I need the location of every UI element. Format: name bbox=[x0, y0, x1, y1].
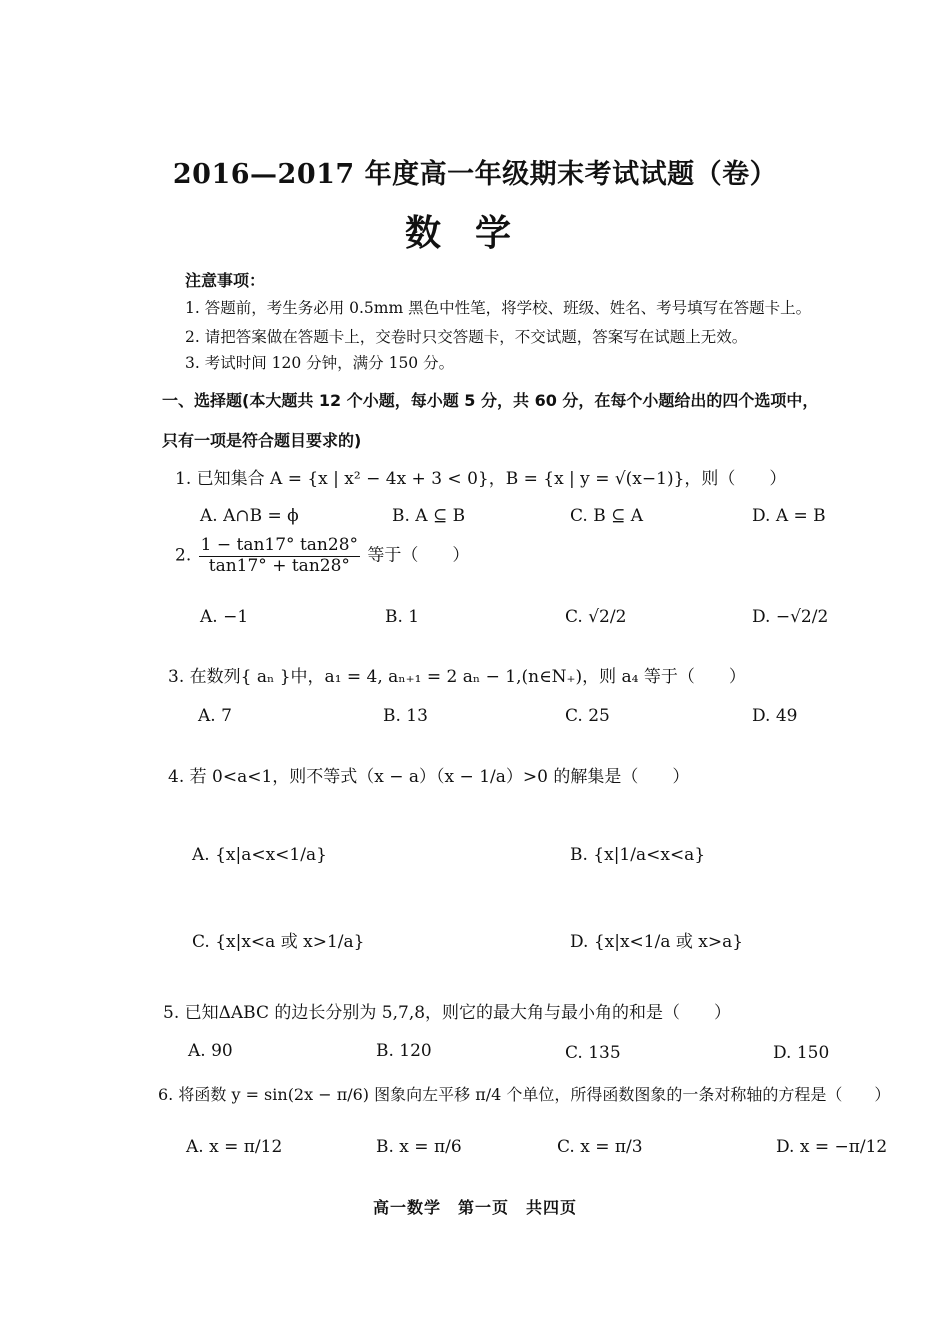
fraction-denominator: tan17° + tan28° bbox=[208, 555, 350, 576]
fraction-numerator: 1 − tan17° tan28° bbox=[200, 535, 359, 555]
exam-title: 2016—2017 年度高一年级期末考试试题（卷） bbox=[172, 159, 778, 190]
question-3-option-c: C. 25 bbox=[565, 706, 610, 726]
page-footer: 高一数学 第一页 共四页 bbox=[372, 1198, 577, 1217]
question-3-stem: 3. 在数列{ aₙ }中，a₁ = 4, aₙ₊₁ = 2 aₙ − 1,(n∈N₊)，则 a₄ 等于（ ） bbox=[168, 667, 746, 687]
question-2-number: 2. bbox=[175, 545, 192, 566]
question-6-option-b: B. x = π/6 bbox=[376, 1137, 462, 1157]
question-3-option-d: D. 49 bbox=[752, 706, 798, 726]
question-1-option-a: A. A∩B = ϕ bbox=[200, 506, 299, 526]
question-2-option-a: A. −1 bbox=[200, 607, 249, 627]
question-4-option-a: A. {x|a<x<1/a} bbox=[192, 845, 327, 865]
question-2-tail: 等于（ ） bbox=[367, 545, 470, 566]
question-6-option-a: A. x = π/12 bbox=[186, 1137, 283, 1157]
question-1-option-c: C. B ⊆ A bbox=[570, 506, 644, 526]
question-5-stem: 5. 已知ΔABC 的边长分别为 5,7,8，则它的最大角与最小角的和是（ ） bbox=[163, 1003, 732, 1023]
question-1-option-d: D. A = B bbox=[752, 506, 826, 526]
question-4-option-b: B. {x|1/a<x<a} bbox=[570, 845, 706, 865]
question-2-option-c: C. √2/2 bbox=[565, 607, 627, 627]
note-item: 3. 考试时间 120 分钟，满分 150 分。 bbox=[185, 354, 455, 372]
question-4-option-d: D. {x|x<1/a 或 x>a} bbox=[570, 932, 744, 952]
question-1-stem: 1. 已知集合 A = {x | x² − 4x + 3 < 0}，B = {x | y = √(x−1)}，则（ ） bbox=[175, 469, 787, 489]
question-4-option-c: C. {x|x<a 或 x>1/a} bbox=[192, 932, 365, 952]
question-5-option-a: A. 90 bbox=[188, 1041, 233, 1061]
subject-heading: 数学 bbox=[404, 212, 545, 254]
question-2-option-d: D. −√2/2 bbox=[752, 607, 829, 627]
note-item: 2. 请把答案做在答题卡上，交卷时只交答题卡，不交试题，答案写在试题上无效。 bbox=[185, 328, 748, 346]
question-6-stem: 6. 将函数 y = sin(2x − π/6) 图象向左平移 π/4 个单位，所得函数图象的一条对称轴的方程是（ ） bbox=[158, 1085, 891, 1104]
section-heading: 一、选择题(本大题共 12 个小题，每小题 5 分，共 60 分，在每个小题给出的四个选项中， bbox=[162, 391, 819, 410]
question-5-option-b: B. 120 bbox=[376, 1041, 432, 1061]
question-4-stem: 4. 若 0<a<1，则不等式（x − a）（x − 1/a）>0 的解集是（ ） bbox=[168, 767, 690, 787]
question-1-option-b: B. A ⊆ B bbox=[392, 506, 466, 526]
note-item: 1. 答题前，考生务必用 0.5mm 黑色中性笔，将学校、班级、姓名、考号填写在答题卡上。 bbox=[185, 299, 812, 317]
section-heading-cont: 只有一项是符合题目要求的) bbox=[162, 431, 362, 450]
notes-heading: 注意事项： bbox=[185, 271, 266, 290]
question-6-option-d: D. x = −π/12 bbox=[776, 1137, 888, 1157]
question-3-option-a: A. 7 bbox=[198, 706, 232, 726]
question-2-option-b: B. 1 bbox=[385, 607, 420, 627]
question-2-stem bbox=[175, 536, 469, 576]
question-2-fraction bbox=[199, 536, 360, 576]
question-6-option-c: C. x = π/3 bbox=[557, 1137, 643, 1157]
question-3-option-b: B. 13 bbox=[383, 706, 428, 726]
question-5-option-d: D. 150 bbox=[773, 1043, 830, 1063]
question-5-option-c: C. 135 bbox=[565, 1043, 621, 1063]
